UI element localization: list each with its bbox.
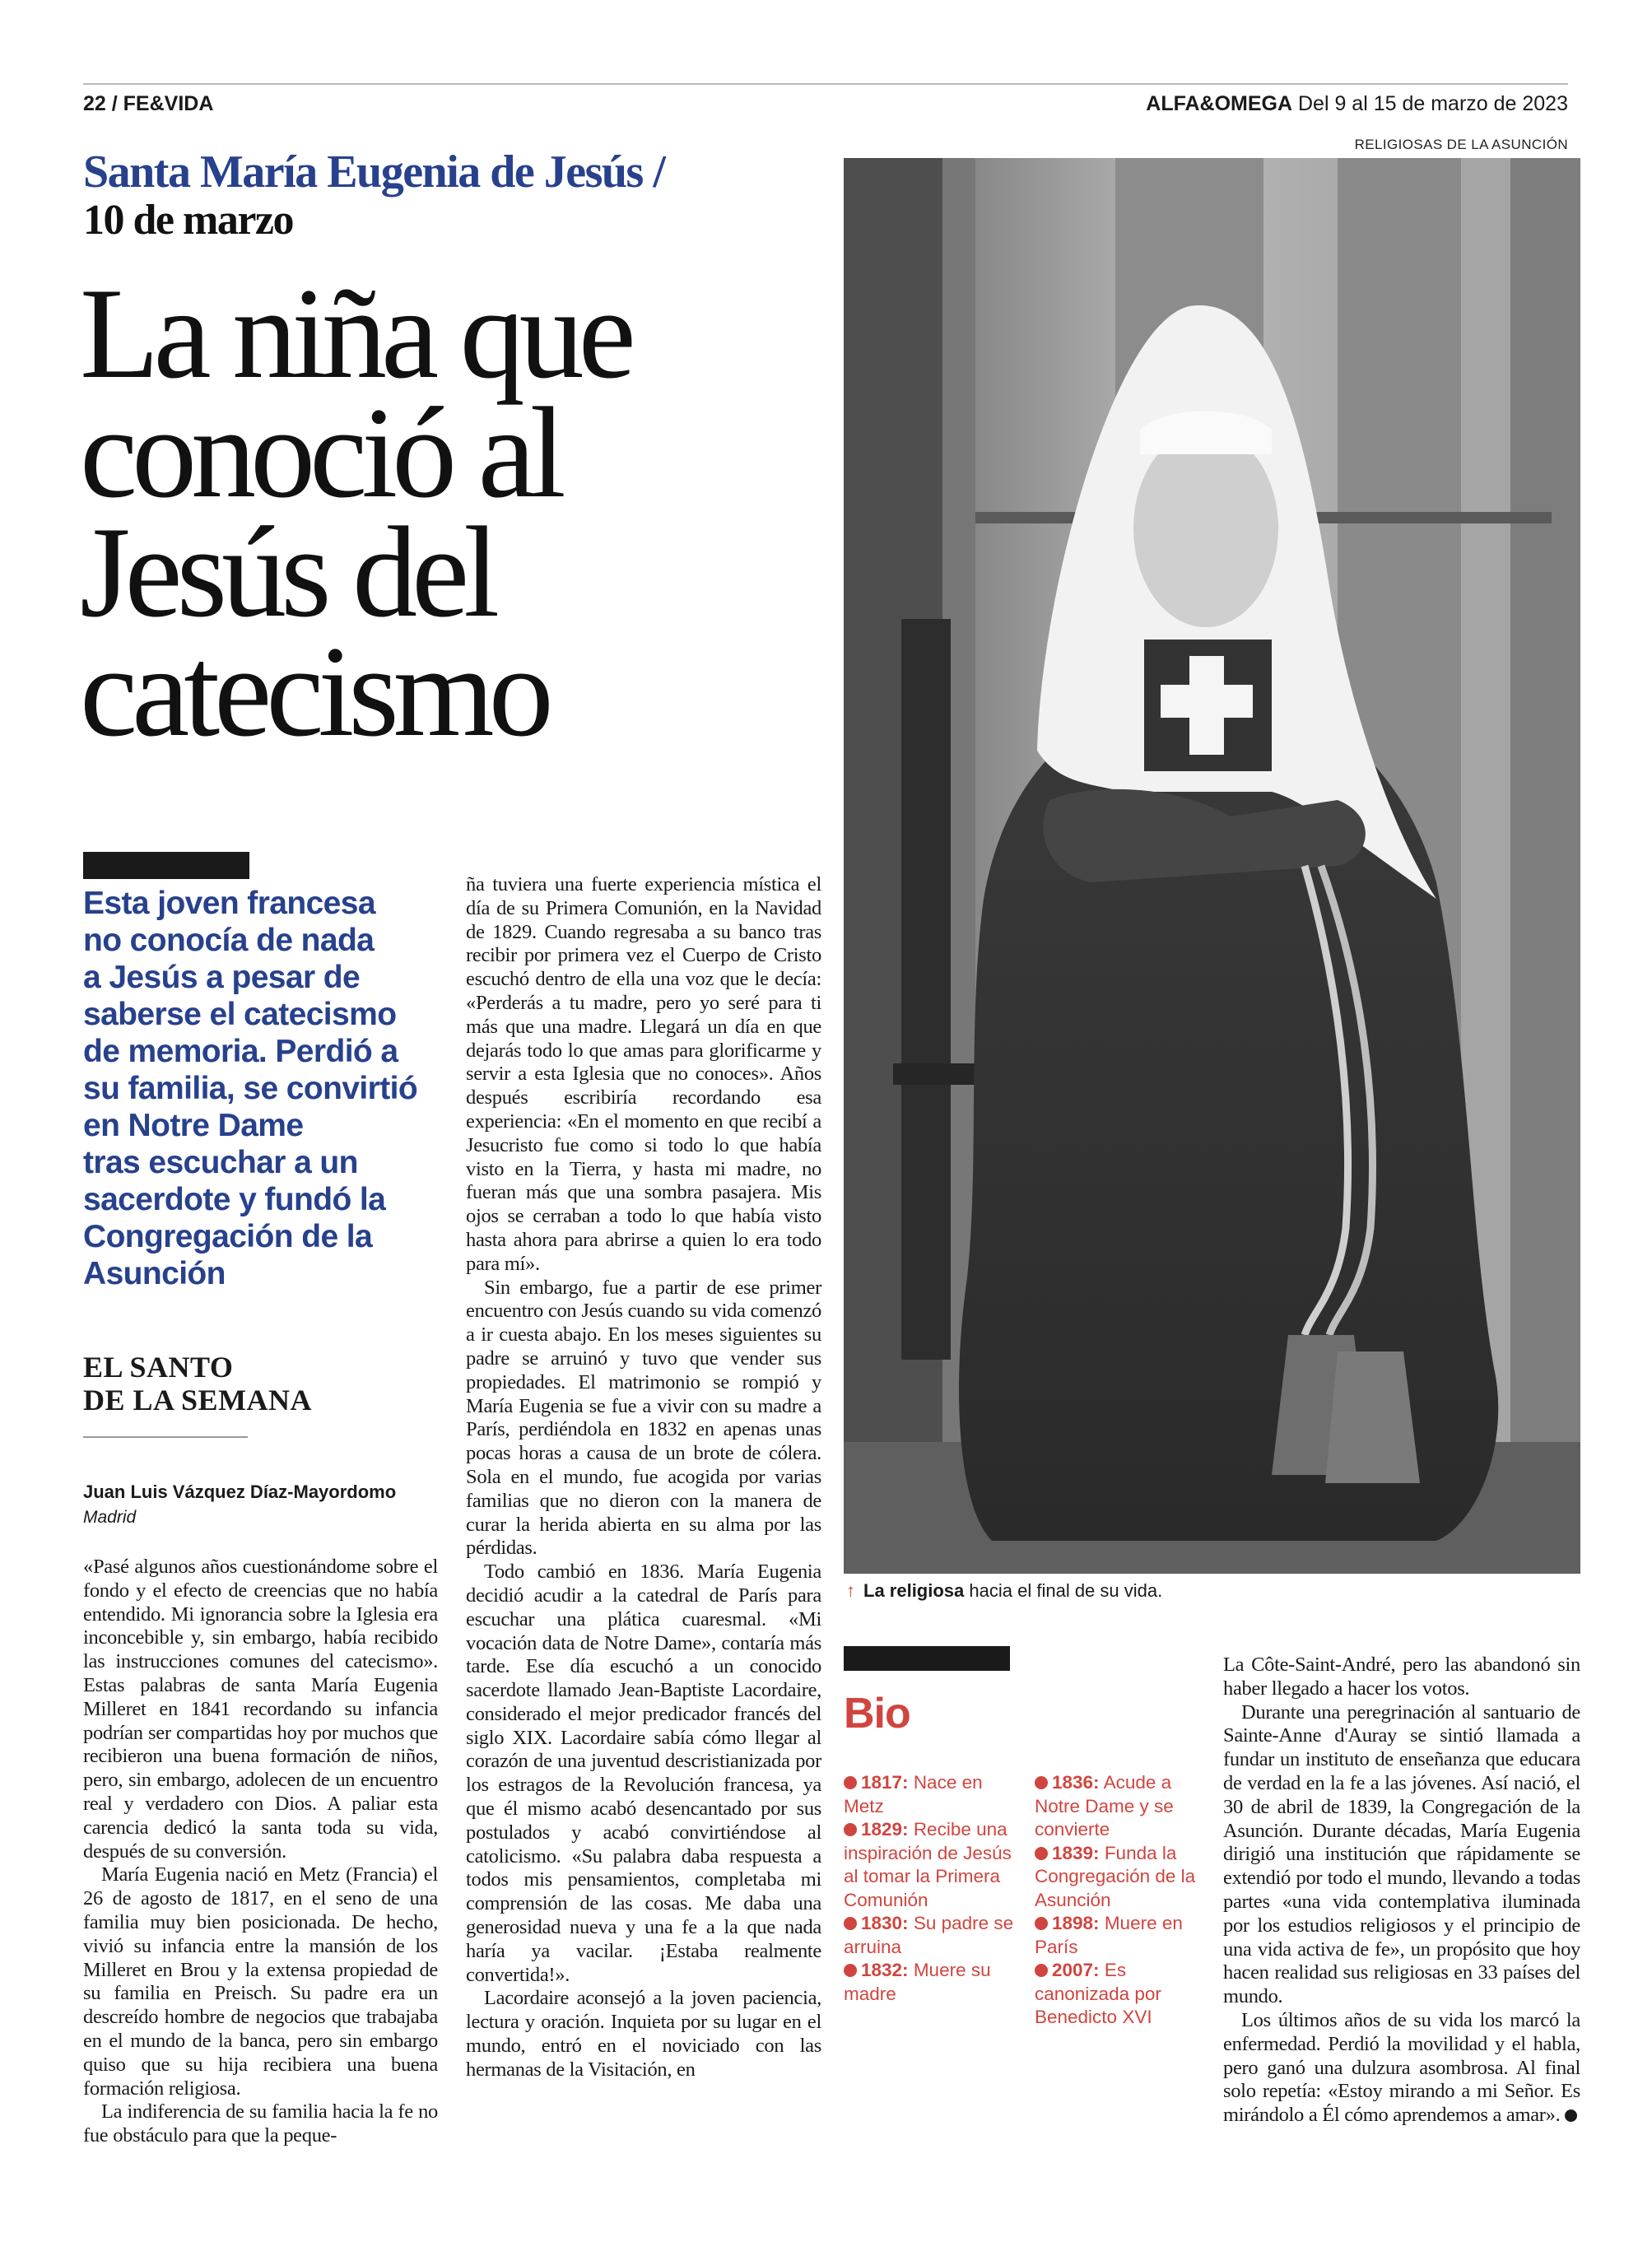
bio-year: 1830: bbox=[861, 1913, 909, 1933]
bio-year: 1832: bbox=[861, 1960, 909, 1980]
bio-text: Su padre se arruina bbox=[844, 1913, 1014, 1957]
bullet-icon bbox=[1035, 1776, 1048, 1789]
issue-date: Del 9 al 15 de marzo de 2023 bbox=[1298, 92, 1568, 115]
caption-bold: La religiosa bbox=[863, 1580, 965, 1601]
bullet-icon bbox=[1035, 1964, 1048, 1977]
bullet-icon bbox=[844, 1964, 857, 1977]
caption-text: hacia el final de su vida. bbox=[969, 1580, 1163, 1601]
dateline: Madrid bbox=[83, 1508, 137, 1527]
lede-bar bbox=[83, 852, 249, 879]
bio-year: 1817: bbox=[861, 1772, 909, 1793]
headline-line: La niña que bbox=[80, 262, 631, 406]
lede-line: a Jesús a pesar de bbox=[83, 960, 361, 995]
bio-item bbox=[844, 1818, 1017, 1912]
bio-text: Funda la Congregación de la Asunción bbox=[1035, 1842, 1196, 1910]
paragraph: Todo cambió en 1836. María Eugenia decidió acudir a la catedral de París para escuchar una plática cuaresmal. «Mi vocación data de Notre Dame», contaría más tarde. Ese día escuchó a un conocido sacerdote llamado Jean-Baptiste Lacordaire, considerado el mejor predicador francés del siglo XIX. Lacordaire sabía cómo llegar al corazón de una juventud descristianizada por los estragos de la Revolución francesa, ya que él mismo acabó desencantado por sus postulados y acabó convirtiéndose al catolicismo. «Su palabra daba respuesta a todos mis pensamientos, completaba mi comprensión de las cosas. Me daba una generosidad nueva y una fe a la que nada haría ya vacilar. ¡Estaba realmente convertida!». bbox=[466, 1561, 821, 1986]
section-line: EL SANTO bbox=[83, 1351, 234, 1384]
bio-item bbox=[844, 1959, 1017, 2006]
top-rule bbox=[83, 83, 1568, 85]
article-column-2 bbox=[466, 873, 821, 2082]
paragraph-text: Los últimos años de su vida los marcó la enfermedad. Perdió la movilidad y el habla, pero ganó una dulzura asombrosa. Al final solo repetía: «Estoy mirando a mi Señor. Es mirándolo a Él cómo aprendemos a amar». bbox=[1223, 2008, 1580, 2127]
paragraph: La indiferencia de su familia hacia la fe no fue obstáculo para que la peque- bbox=[83, 2100, 438, 2147]
lede-line: su familia, se convirtió bbox=[83, 1071, 418, 1106]
bio-item bbox=[1035, 1912, 1208, 1959]
bio-item bbox=[1035, 1771, 1208, 1842]
bio-item bbox=[844, 1912, 1017, 1959]
paragraph: Lacordaire aconsejó a la joven paciencia, lectura y oración. Inquieta por su lugar en el mundo, entró en el noviciado con las hermanas de la Visitación, en bbox=[466, 1987, 821, 2081]
section-rule bbox=[83, 1436, 248, 1438]
headline-line: conoció al bbox=[80, 381, 561, 525]
bio-year: 2007: bbox=[1052, 1960, 1100, 1980]
bio-column-1 bbox=[844, 1771, 1017, 2006]
lede-line: saberse el catecismo bbox=[83, 997, 397, 1032]
lede-line: Congregación de la bbox=[83, 1219, 373, 1254]
bio-text: Es canonizada por Benedicto XVI bbox=[1035, 1960, 1161, 2027]
bio-year: 1898: bbox=[1052, 1913, 1100, 1933]
headline-line: catecismo bbox=[80, 620, 548, 764]
nun-photo-illustration bbox=[844, 158, 1580, 1574]
paragraph: Sin embargo, fue a partir de ese primer encuentro con Jesús cuando su vida comenzó a ir cuesta abajo. En los meses siguientes su padre se arruinó y tuvo que vender sus propiedades. El matrimonio se rompió y María Eugenia se fue a vivir con su madre a París, perdiéndola en 1832 en apenas unas pocas horas a causa de un brote de cólera. Sola en el mundo, fue acogida por varias familias que no dieron con la manera de curar la herida abierta en su alma por las pérdidas. bbox=[466, 1276, 821, 1560]
lede-line: en Notre Dame bbox=[83, 1108, 304, 1143]
bio-year: 1839: bbox=[1052, 1842, 1100, 1863]
section-line: DE LA SEMANA bbox=[83, 1384, 313, 1416]
saint-name: Santa María Eugenia de Jesús / bbox=[83, 147, 665, 198]
bullet-icon bbox=[844, 1917, 857, 1930]
bio-text: Nace en Metz bbox=[844, 1772, 983, 1816]
publication-name: ALFA&OMEGA bbox=[1146, 92, 1293, 115]
bio-item bbox=[844, 1771, 1017, 1818]
headline-line: Jesús del bbox=[80, 500, 495, 644]
photo-credit: RELIGIOSAS DE LA ASUNCIÓN bbox=[1354, 137, 1568, 152]
lede-line: Esta joven francesa bbox=[83, 886, 375, 921]
lede-line: de memoria. Perdió a bbox=[83, 1034, 398, 1069]
bullet-icon bbox=[844, 1823, 857, 1836]
nun-photo bbox=[844, 158, 1580, 1574]
bio-column-2 bbox=[1035, 1771, 1208, 2030]
bio-year: 1829: bbox=[861, 1819, 909, 1840]
bio-text: Recibe una inspiración de Jesús al tomar la Primera Comunión bbox=[844, 1819, 1012, 1910]
feast-date: 10 de marzo bbox=[83, 197, 293, 244]
photo-caption bbox=[846, 1580, 1162, 1602]
paragraph: Durante una peregrinación al santuario de Sainte-Anne d'Auray se sintió llamada a fundar un instituto de enseñanza que educara de verdad en la fe a las jóvenes. Así nació, el 30 de abril de 1839, la Congregación de la Asunción. Durante décadas, María Eugenia dirigió una institución que rápidamente se extendió por todo el mundo, llevando a todas partes «una vida contemplativa iluminada por los estudios religiosos y el principio de una vida activa de fe», un propósito que hoy hacen realidad sus religiosas en 33 países del mundo. bbox=[1223, 1700, 1580, 2008]
bio-bar bbox=[844, 1646, 1010, 1671]
headline bbox=[80, 262, 862, 764]
paragraph: María Eugenia nació en Metz (Francia) el 26 de agosto de 1817, en el seno de una familia muy bien posicionada. De hecho, vivió su infancia entre la mansión de los Milleret en Brou y la extensa propiedad de su familia en Preisch. Su padre era un descreído hombre de negocios que trabajaba en el mundo de la banca, pero sin embargo quiso que su hija recibiera una buena formación religiosa. bbox=[83, 1863, 438, 2100]
lede-line: tras escuchar a un bbox=[83, 1145, 358, 1180]
bio-text: Acude a Notre Dame y se convierte bbox=[1035, 1772, 1174, 1840]
lede-line: sacerdote y fundó la bbox=[83, 1182, 386, 1217]
end-mark-icon bbox=[1565, 2109, 1577, 2122]
arrow-up-icon: ↑ bbox=[846, 1580, 855, 1601]
bio-year: 1836: bbox=[1052, 1772, 1100, 1793]
bullet-icon bbox=[1035, 1847, 1048, 1860]
paragraph: ña tuviera una fuerte experiencia mística el día de su Primera Comunión, en la Navidad de 1829. Cuando regresaba a su banco tras recibir por primera vez el Cuerpo de Cristo escuchó dentro de ella una voz que le decía: «Perderás a tu madre, pero yo seré para ti más que una madre. Llegará un día en que dejarás todo lo que amas para glorificarme y servir a esta Iglesia que no conoces». Años después escribiría recordando esa experiencia: «En el momento en que recibí a Jesucristo fue como si todo lo que había visto en la Tierra, y hasta mi madre, no fueran más que una sombra pasajera. Mis ojos se cerraban a todo lo que había visto hasta ahora para abrirse a quien lo era todo para mí». bbox=[466, 873, 821, 1275]
article-column-1 bbox=[83, 1556, 438, 2148]
paragraph bbox=[1223, 2009, 1580, 2128]
bio-item bbox=[1035, 1842, 1208, 1913]
bullet-icon bbox=[1035, 1917, 1048, 1930]
lede-line: Asunción bbox=[83, 1256, 226, 1291]
lede-line: no conocía de nada bbox=[83, 923, 375, 958]
article-column-3 bbox=[1223, 1654, 1580, 2128]
lede bbox=[83, 885, 437, 1292]
bio-title: Bio bbox=[844, 1690, 910, 1737]
masthead-date bbox=[1146, 92, 1568, 116]
bio-text: Muere su madre bbox=[844, 1960, 991, 2004]
author: Juan Luis Vázquez Díaz-Mayordomo bbox=[83, 1482, 397, 1502]
page-section: 22 / FE&VIDA bbox=[83, 92, 214, 115]
section-name bbox=[83, 1351, 312, 1416]
bullet-icon bbox=[844, 1776, 857, 1789]
paragraph: «Pasé algunos años cuestionándome sobre el fondo y el efecto de creencias que no había entendido. Mi ignorancia sobre la Iglesia era inconcebible y, sin embargo, había recibido las instrucciones comunes del catecismo». Estas palabras de santa María Eugenia Milleret en 1841 recordando su infancia podrían ser compartidas hoy por muchos que recibieron una buena formación de niños, pero, sin embargo, adolecen de un encuentro real y verdadero con Dios. A paliar esta carencia dedicó la santa toda su vida, después de su conversión. bbox=[83, 1556, 438, 1863]
bio-item bbox=[1035, 1959, 1208, 2030]
paragraph: La Côte-Saint-André, pero las abandonó sin haber llegado a hacer los votos. bbox=[1223, 1654, 1580, 1700]
bio-text: Muere en París bbox=[1035, 1913, 1183, 1957]
